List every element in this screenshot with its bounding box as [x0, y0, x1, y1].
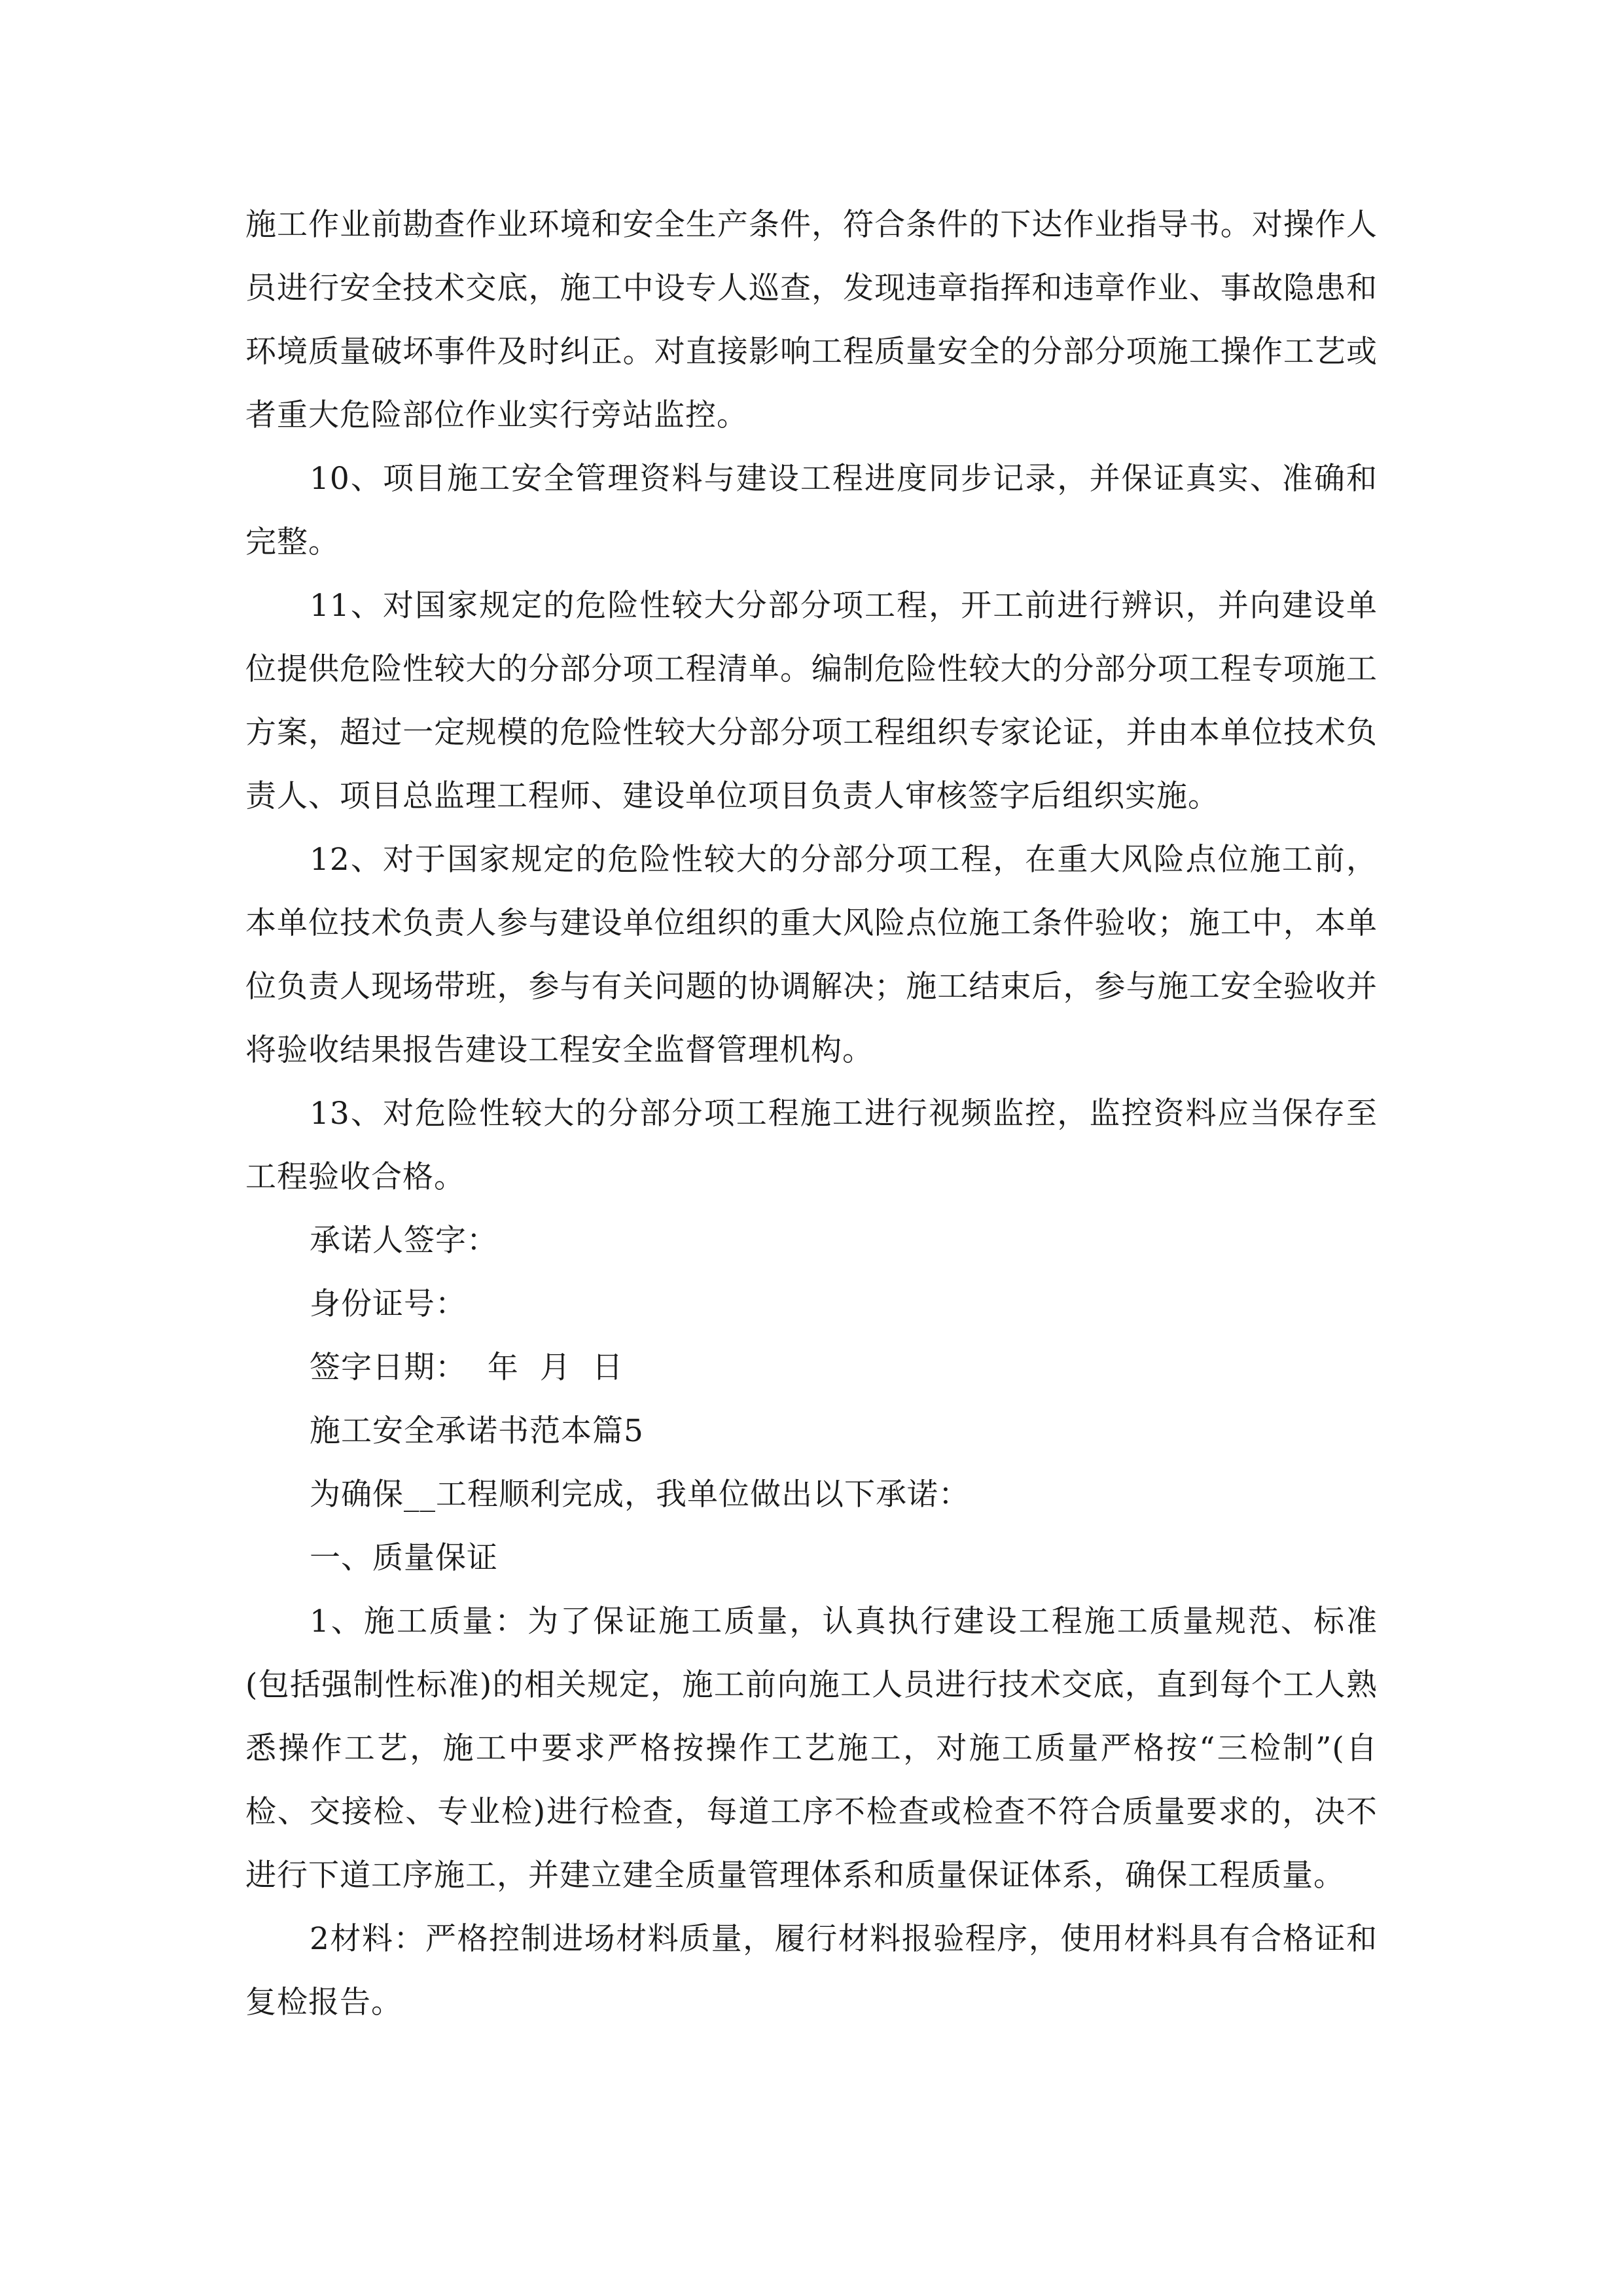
heading-quality: 一、质量保证 [310, 1540, 498, 1576]
section-title: 施工安全承诺书范本篇5 [310, 1413, 644, 1449]
paragraph-item-10: 10、项目施工安全管理资料与建设工程进度同步记录，并保证真实、准确和完整。 [245, 461, 1378, 560]
paragraph-item-12: 12、对于国家规定的危险性较大的分部分项工程，在重大风险点位施工前，本单位技术负责人参与建设单位组织的重大风险点位施工条件验收；施工中，本单位负责人现场带班，参与有关问题的协调解决；施工结束后，参与施工安全验收并将验收结果报告建设工程安全监督管理机构。 [245, 842, 1378, 1068]
paragraph-construction-quality: 1、施工质量：为了保证施工质量，认真执行建设工程施工质量规范、标准(包括强制性标准)的相关规定，施工前向施工人员进行技术交底，直到每个工人熟悉操作工艺，施工中要求严格按操作工艺施工，对施工质量严格按“三检制”(自检、交接检、专业检)进行检查，每道工序不检查或检查不符合质量要求的，决不进行下道工序施工，并建立建全质量管理体系和质量保证体系，确保工程质量。 [245, 1604, 1378, 1893]
paragraph-item-13: 13、对危险性较大的分部分项工程施工进行视频监控，监控资料应当保存至工程验收合格。 [245, 1096, 1378, 1195]
id-number-line: 身份证号： [310, 1286, 467, 1322]
intro-line: 为确保__工程顺利完成，我单位做出以下承诺： [310, 1477, 970, 1513]
paragraph-item-11: 11、对国家规定的危险性较大分部分项工程，开工前进行辨识，并向建设单位提供危险性较大的分部分项工程清单。编制危险性较大的分部分项工程专项施工方案，超过一定规模的危险性较大分部分项工程组织专家论证，并由本单位技术负责人、项目总监理工程师、建设单位项目负责人审核签字后组织实施。 [245, 588, 1378, 814]
paragraph-site-inspection: 施工作业前勘查作业环境和安全生产条件，符合条件的下达作业指导书。对操作人员进行安全技术交底，施工中设专人巡查，发现违章指挥和违章作业、事故隐患和环境质量破坏事件及时纠正。对直接影响工程质量安全的分部分项施工操作工艺或者重大危险部位作业实行旁站监控。 [245, 207, 1378, 433]
document-body [245, 193, 1378, 2034]
signer-line: 承诺人签字： [310, 1223, 498, 1259]
paragraph-materials: 2材料：严格控制进场材料质量，履行材料报验程序，使用材料具有合格证和复检报告。 [245, 1921, 1378, 2020]
sign-date-line: 签字日期： 年 月 日 [310, 1350, 624, 1386]
